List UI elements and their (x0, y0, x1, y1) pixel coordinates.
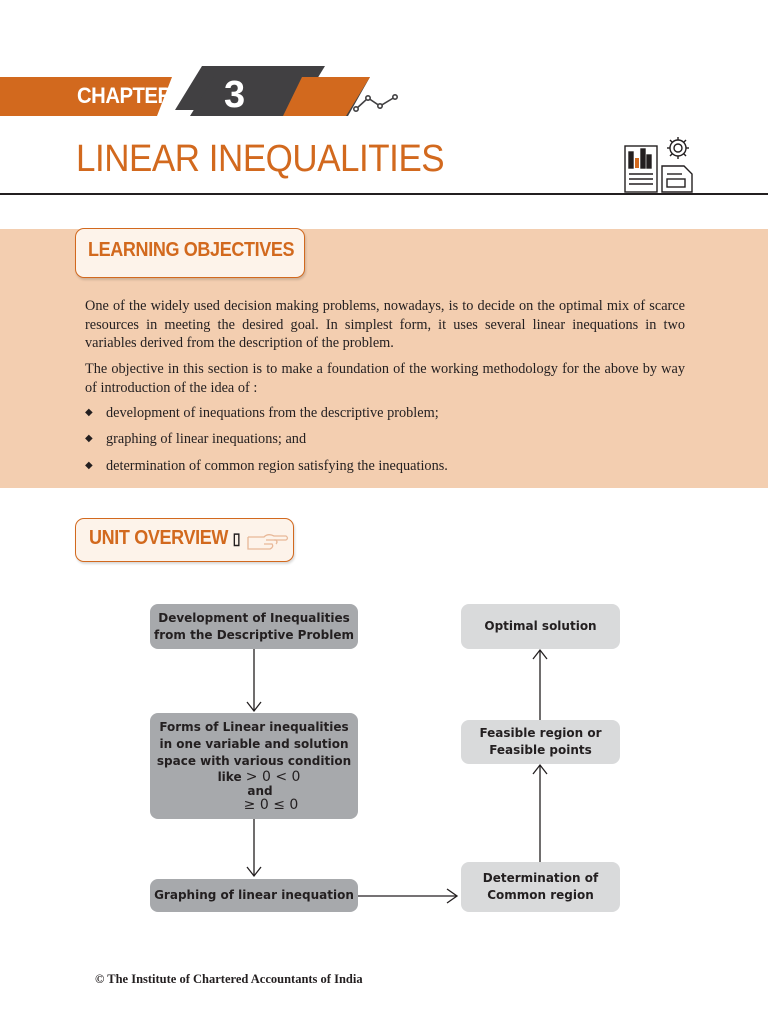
bullet-diamond-icon: ◆ (85, 433, 93, 444)
flow-box-graphing: Graphing of linear inequation (150, 879, 358, 912)
objectives-paragraph-2: The objective in this section is to make a foundation of the working methodology for the above by way of introduction of the idea of : (85, 361, 685, 396)
flow-box-common-region: Determination of Common region (461, 862, 620, 912)
flow-box-forms: Forms of Linear inequalities in one variable and solution space with various condition like > 0 < 0 and ≥ 0 ≤ 0 (150, 713, 358, 819)
objectives-paragraph-1: One of the widely used decision making problems, nowadays, is to decide on the optimal mix of scarce resources in meeting the desired goal. In simplest form, it uses several linear inequations in two variables derived from the description of the problem. (85, 298, 685, 351)
bullet-diamond-icon: ◆ (85, 460, 93, 471)
flow-box-optimal-solution: Optimal solution (461, 604, 620, 649)
chapter-number: 3 (224, 74, 246, 116)
footer-copyright: © The Institute of Chartered Accountants of India (95, 972, 363, 986)
chapter-title: LINEAR INEQUALITIES (76, 138, 445, 180)
learning-objectives-heading: LEARNING OBJECTIVES (88, 239, 295, 261)
unit-overview-heading: UNIT OVERVIEW ▯ (89, 527, 241, 549)
bullet-diamond-icon: ◆ (85, 407, 93, 418)
flow-box-development: Development of Inequalities from the Descriptive Problem (150, 604, 358, 649)
chapter-label: CHAPTER (77, 83, 172, 108)
flow-box-feasible-region: Feasible region or Feasible points (461, 720, 620, 764)
